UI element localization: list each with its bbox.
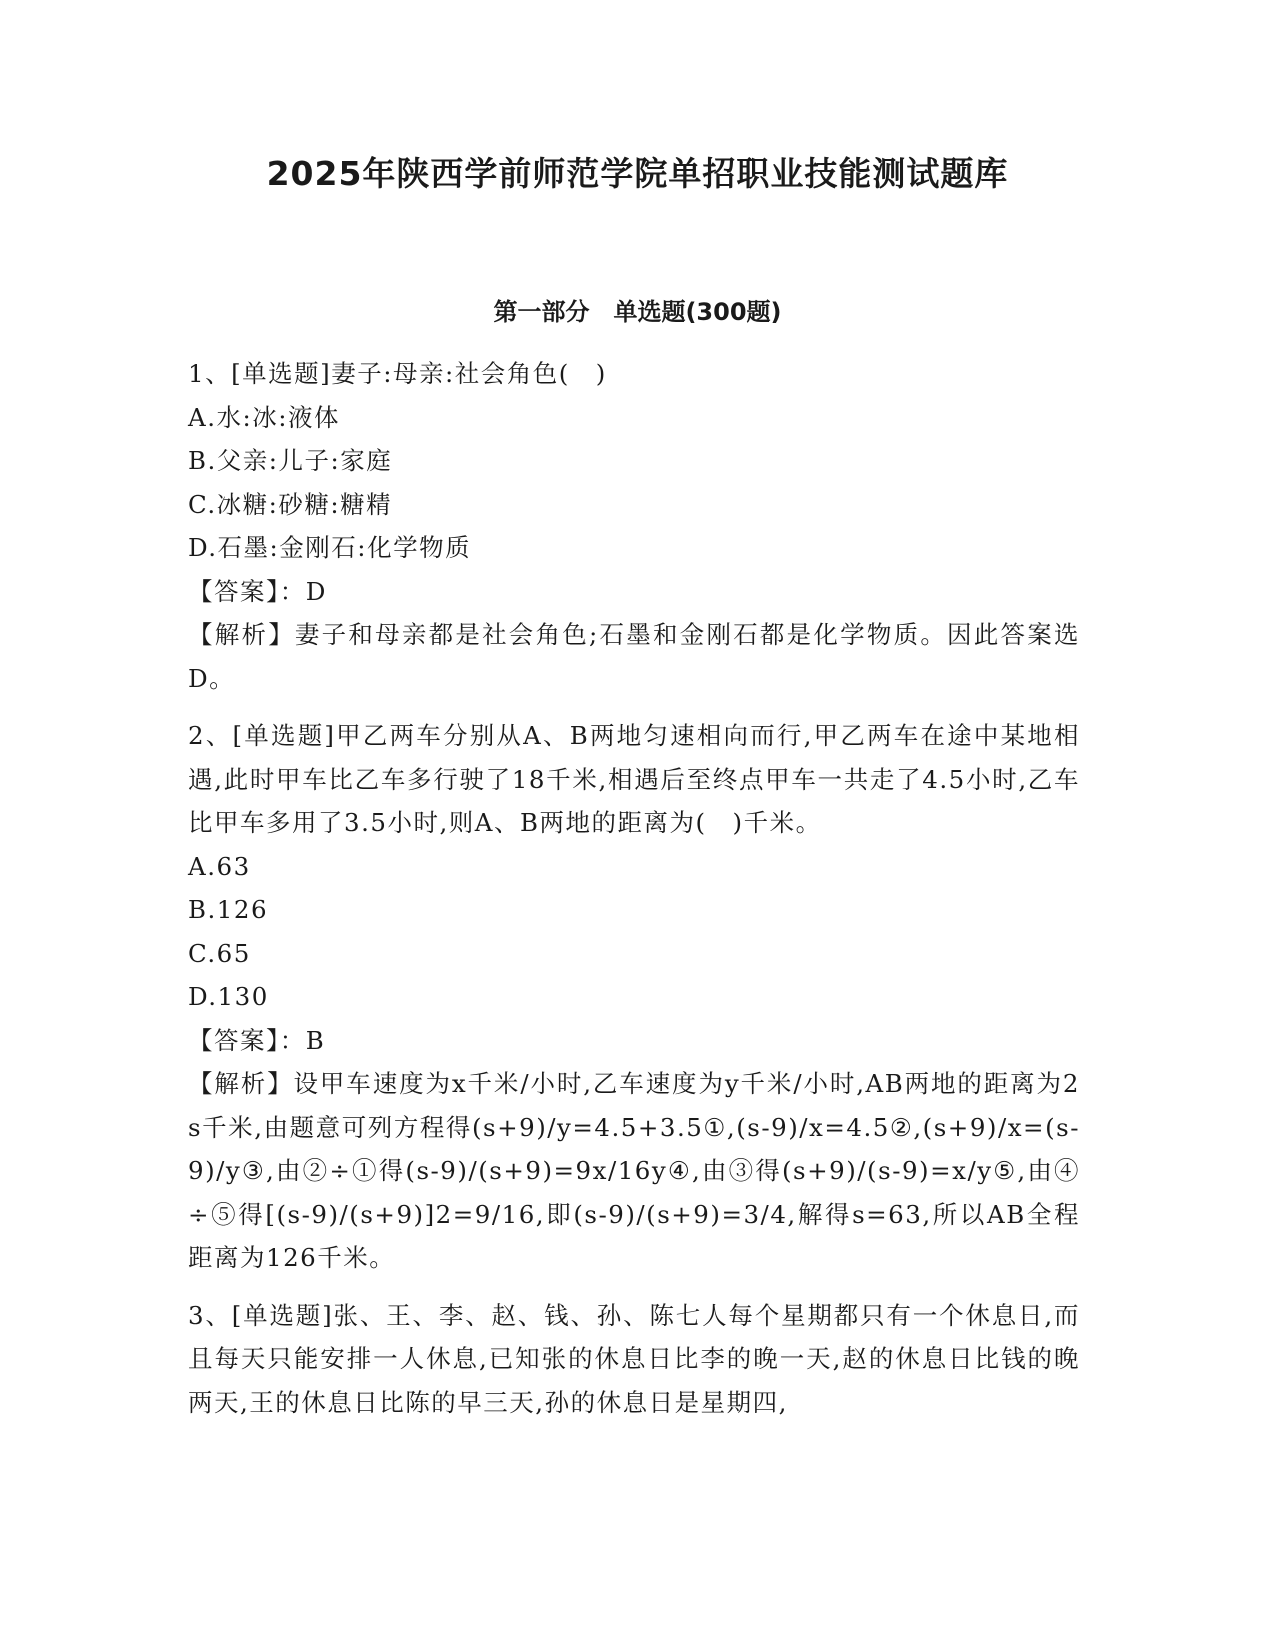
option-a: A.水:冰:液体	[188, 402, 340, 432]
option-c: C.冰糖:砂糖:糖精	[188, 489, 393, 519]
question-item	[188, 352, 1080, 700]
option-c: C.65	[188, 938, 251, 968]
answer-line: 【答案】：D	[188, 576, 327, 606]
option-d: D.130	[188, 982, 269, 1011]
question-stem: 3、[单选题]张、王、李、赵、钱、孙、陈七人每个星期都只有一个休息日,而且每天只能安排一人休息,已知张的休息日比李的晚一天,赵的休息日比钱的晚两天,王的休息日比陈的早三天,孙的休息日是星期四,	[188, 1300, 1080, 1417]
question-list	[188, 352, 1080, 1438]
option-b: B.父亲:儿子:家庭	[188, 446, 393, 475]
question-item	[188, 714, 1080, 1280]
question-stem: 2、[单选题]甲乙两车分别从A、B两地匀速相向而行,甲乙两车在途中某地相遇,此时甲车比乙车多行驶了18千米,相遇后至终点甲车一共走了4.5小时,乙车比甲车多用了3.5小时,则A、B两地的距离为( )千米。	[188, 721, 1080, 837]
option-d: D.石墨:金刚石:化学物质	[188, 533, 472, 562]
option-a: A.63	[188, 851, 251, 881]
option-b: B.126	[188, 895, 269, 924]
analysis-text: 【解析】妻子和母亲都是社会角色;石墨和金刚石都是化学物质。因此答案选D。	[188, 620, 1080, 693]
document-title: 2025年陕西学前师范学院单招职业技能测试题库	[266, 154, 1009, 193]
answer-line: 【答案】：B	[188, 1025, 326, 1055]
analysis-text: 【解析】设甲车速度为x千米/小时,乙车速度为y千米/小时,AB两地的距离为2s千米,由题意可列方程得(s+9)/y=4.5+3.5①,(s-9)/x=4.5②,(s+9)/x=(s-9)/y③,由②÷①得(s-9)/(s+9)=9x/16y④,由③得(s+9)/(s-9)=x/y⑤,由④÷⑤得[(s-9)/(s+9)]2=9/16,即(s-9)/(s+9)=3/4,解得s=63,所以AB全程距离为126千米。	[188, 1069, 1080, 1272]
question-stem: 1、[单选题]妻子:母亲:社会角色( )	[188, 359, 607, 388]
section-heading: 第一部分 单选题(300题)	[493, 298, 782, 326]
question-item	[188, 1294, 1080, 1425]
